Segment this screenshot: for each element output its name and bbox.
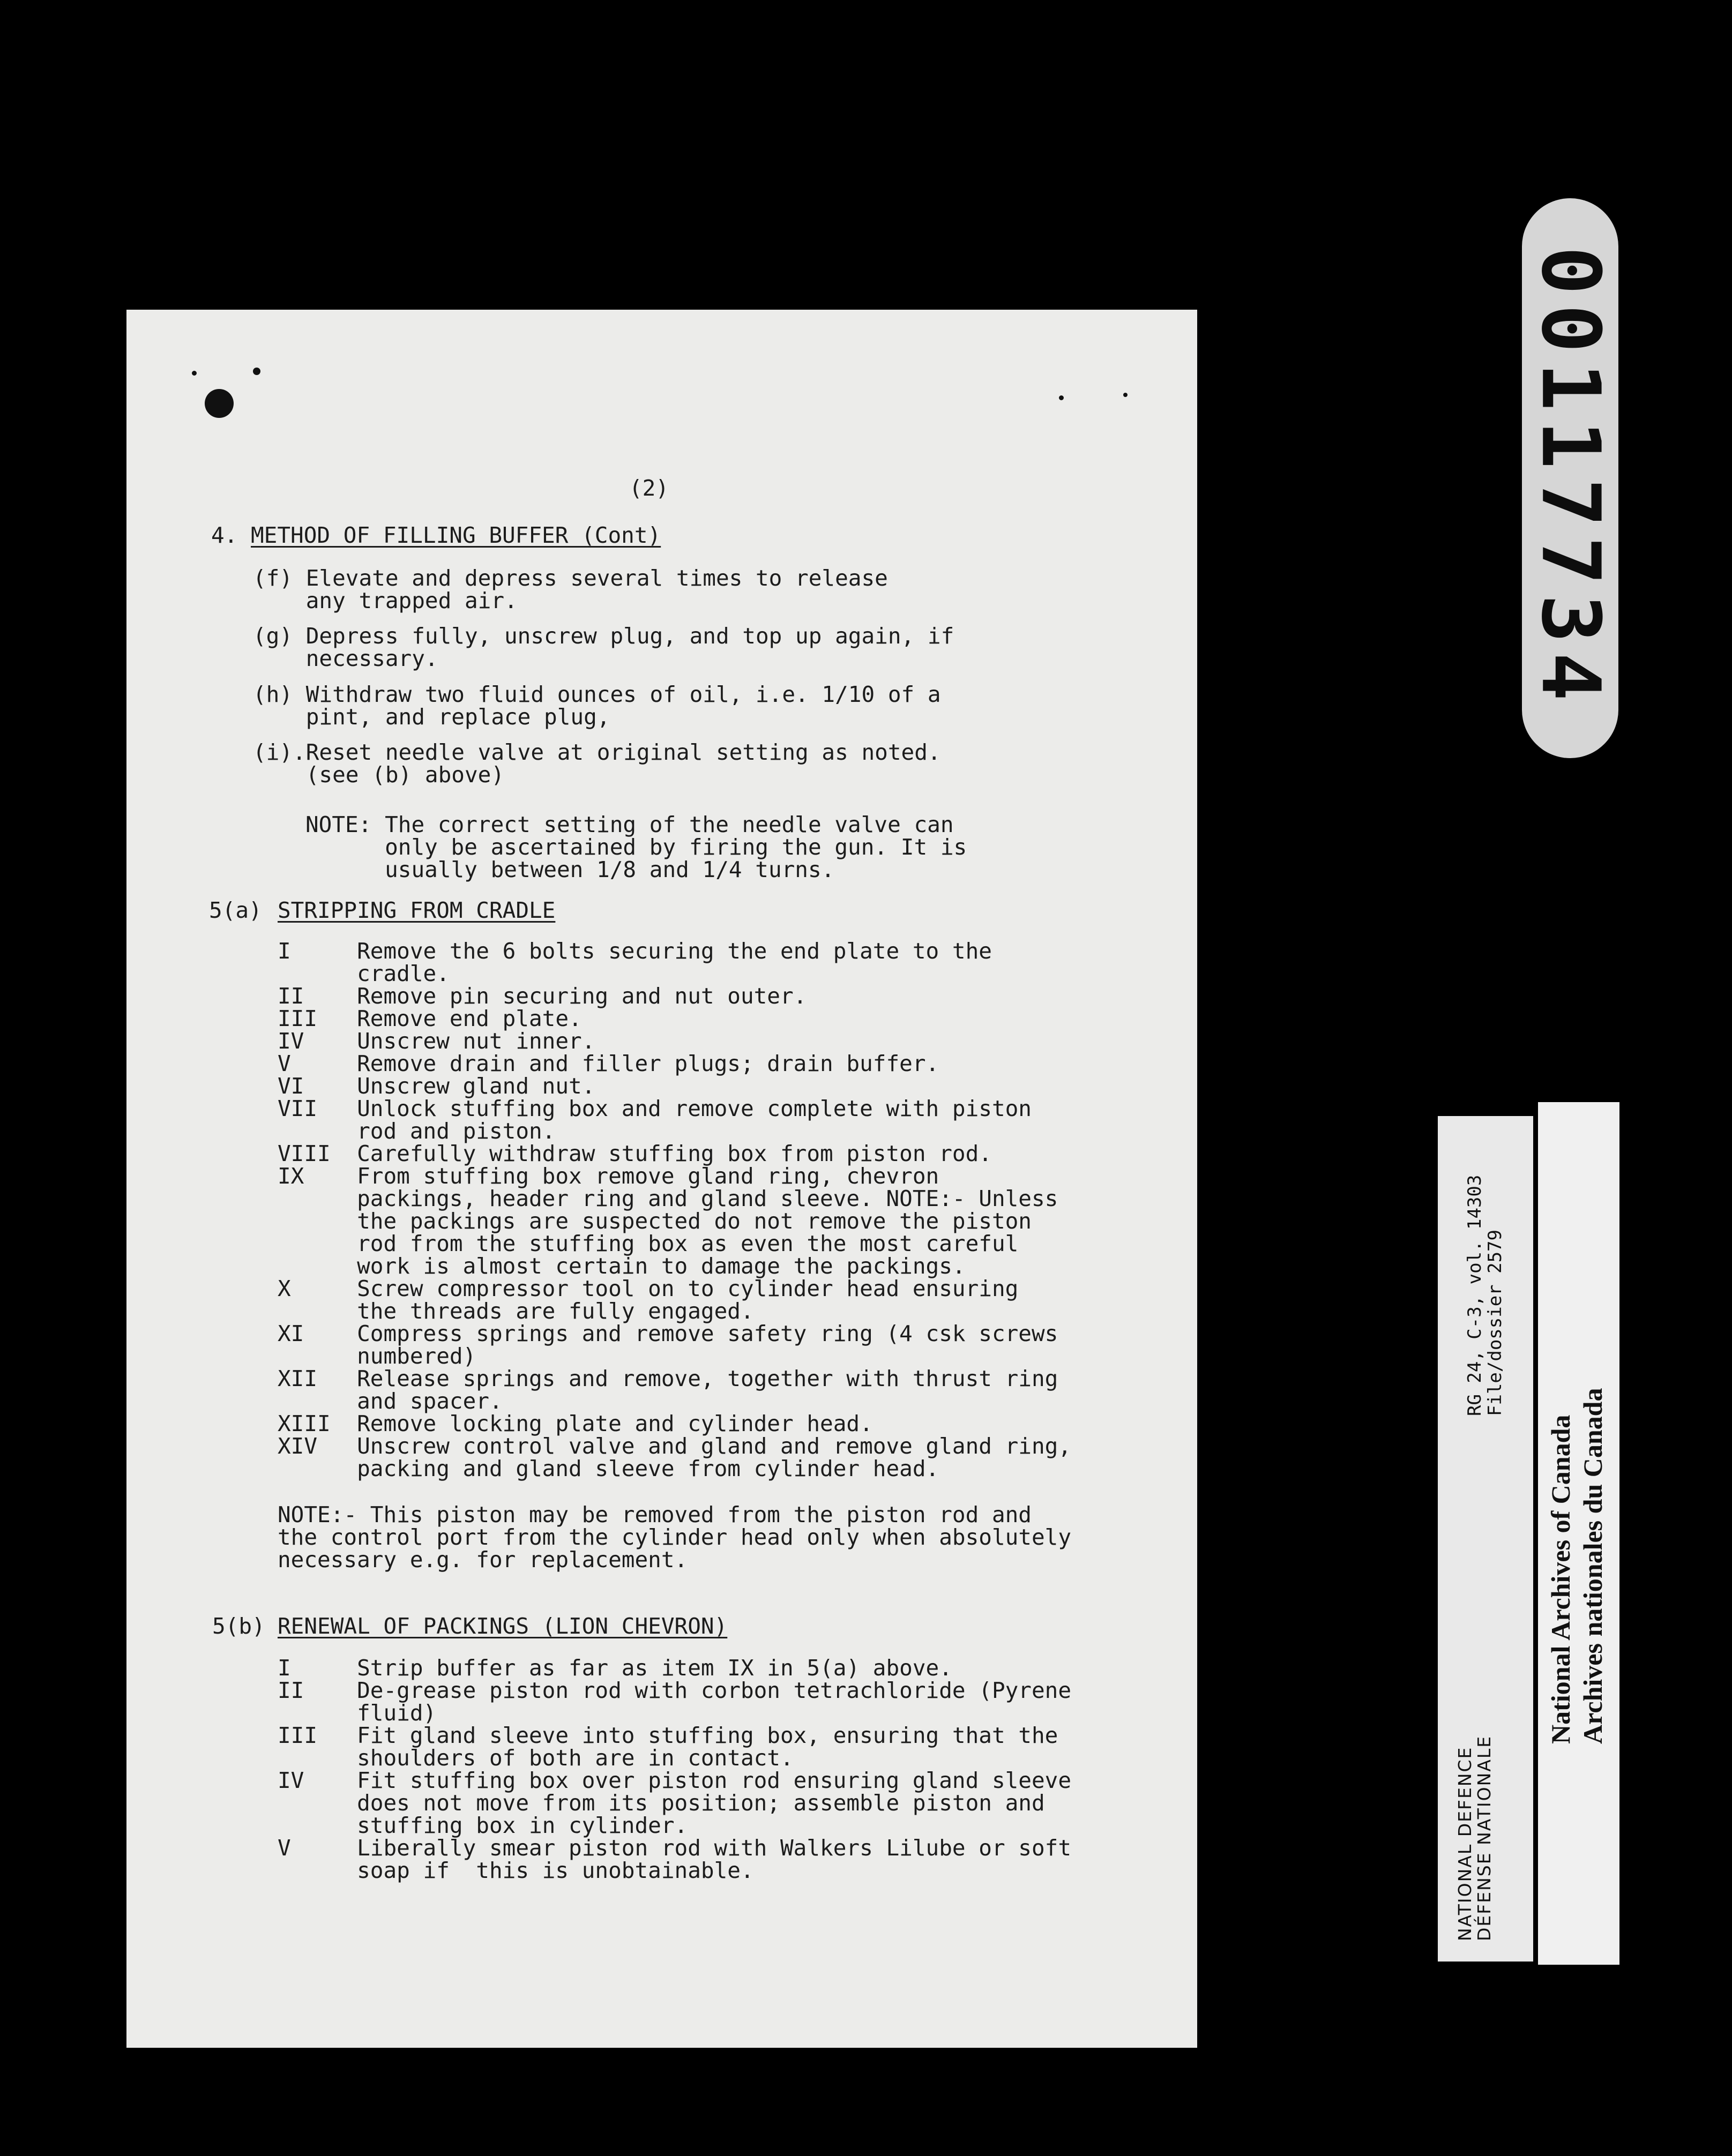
text-line: V Liberally smear piston rod with Walkers Lilube or soft	[278, 1835, 1072, 1861]
note-line: usually between 1/8 and 1/4 turns.	[305, 857, 835, 882]
label-strip	[1438, 1116, 1533, 1962]
text-line: IX From stuffing box remove gland ring, chevron	[278, 1163, 939, 1189]
note-line: the control port from the cylinder head only when absolutely	[278, 1524, 1072, 1550]
text-line: rod from the stuffing box as even the most careful	[278, 1231, 1019, 1256]
archives-strip	[1538, 1102, 1619, 1965]
section-number: 4.	[211, 522, 238, 548]
text-line: numbered)	[278, 1343, 476, 1369]
text-line: V Remove drain and filler plugs; drain buffer.	[278, 1051, 939, 1076]
text-line: and spacer.	[278, 1388, 503, 1414]
text-line: II De-grease piston rod with corbon tetrachloride (Pyrene	[278, 1678, 1072, 1703]
org-name-en: NATIONAL DEFENCE	[1454, 1746, 1475, 1941]
text-line: II Remove pin securing and nut outer.	[278, 983, 807, 1009]
note-line: NOTE: The correct setting of the needle valve can	[305, 812, 954, 837]
text-line: (h) Withdraw two fluid ounces of oil, i.e. 1/10 of a	[253, 682, 941, 707]
text-line: IV Unscrew nut inner.	[278, 1028, 595, 1054]
note-line: only be ascertained by firing the gun. It is	[305, 834, 967, 860]
text-line: VI Unscrew gland nut.	[278, 1073, 595, 1099]
text-line: stuffing box in cylinder.	[278, 1813, 688, 1838]
record-group-reference: RG 24, C-3, vol. 14303	[1464, 1174, 1485, 1416]
note-line: necessary e.g. for replacement.	[278, 1547, 688, 1573]
text-line: IV Fit stuffing box over piston rod ensuring gland sleeve	[278, 1768, 1072, 1793]
org-name-fr: DÉFENSE NATIONALE	[1474, 1735, 1495, 1941]
section-number: 5(b)	[212, 1613, 265, 1639]
text-line: shoulders of both are in contact.	[278, 1745, 794, 1771]
section-heading: METHOD OF FILLING BUFFER (Cont)	[251, 522, 661, 548]
text-line: XIII Remove locking plate and cylinder head.	[278, 1411, 873, 1436]
file-dossier-reference: File/dossier 2579	[1484, 1230, 1506, 1416]
archives-name-fr: Archives nationales du Canada	[1578, 1388, 1608, 1744]
text-line: (g) Depress fully, unscrew plug, and top up again, if	[253, 623, 954, 649]
text-line: (see (b) above)	[253, 762, 504, 788]
text-line: work is almost certain to damage the packings.	[278, 1253, 966, 1279]
text-line: X Screw compressor tool on to cylinder head ensuring	[278, 1276, 1019, 1301]
text-line: VII Unlock stuffing box and remove complete with piston	[278, 1096, 1032, 1121]
text-line: packings, header ring and gland sleeve. NOTE:- Unless	[278, 1186, 1058, 1211]
text-line: rod and piston.	[278, 1118, 556, 1144]
section-heading: RENEWAL OF PACKINGS (LION CHEVRON)	[278, 1613, 728, 1639]
text-line: (i).Reset needle valve at original setting as noted.	[253, 739, 941, 765]
text-line: does not move from its position; assemble piston and	[278, 1790, 1045, 1816]
text-line: necessary.	[253, 646, 438, 671]
text-line: III Fit gland sleeve into stuffing box, ensuring that the	[278, 1723, 1058, 1748]
text-line: any trapped air.	[253, 588, 518, 613]
text-line: XIV Unscrew control valve and gland and remove gland ring,	[278, 1433, 1072, 1459]
text-line: pint, and replace plug,	[253, 704, 610, 730]
text-line: I Strip buffer as far as item IX in 5(a) above.	[278, 1655, 952, 1681]
text-line: fluid)	[278, 1700, 437, 1726]
typed-text	[126, 310, 1197, 2048]
text-line: III Remove end plate.	[278, 1006, 582, 1031]
text-line: I Remove the 6 bolts securing the end plate to the	[278, 938, 992, 964]
text-line: packing and gland sleeve from cylinder head.	[278, 1456, 939, 1481]
section-heading: STRIPPING FROM CRADLE	[278, 897, 556, 923]
text-line: (f) Elevate and depress several times to release	[253, 565, 888, 591]
document-page	[126, 310, 1197, 2048]
frame-number-plate	[1522, 198, 1618, 758]
text-line: the threads are fully engaged.	[278, 1298, 754, 1324]
page-number: (2)	[629, 475, 669, 501]
frame-number: 00117734	[1524, 246, 1617, 710]
text-line: XII Release springs and remove, together with thrust ring	[278, 1366, 1058, 1391]
text-line: soap if this is unobtainable.	[278, 1858, 754, 1883]
text-line: cradle.	[278, 961, 450, 986]
text-line: the packings are suspected do not remove the piston	[278, 1208, 1032, 1234]
text-line: VIII Carefully withdraw stuffing box from piston rod.	[278, 1141, 992, 1166]
note-line: NOTE:- This piston may be removed from the piston rod and	[278, 1502, 1032, 1528]
section-number: 5(a)	[209, 897, 262, 923]
text-line: XI Compress springs and remove safety ring (4 csk screws	[278, 1321, 1058, 1346]
archives-name-en: National Archives of Canada	[1546, 1414, 1576, 1744]
